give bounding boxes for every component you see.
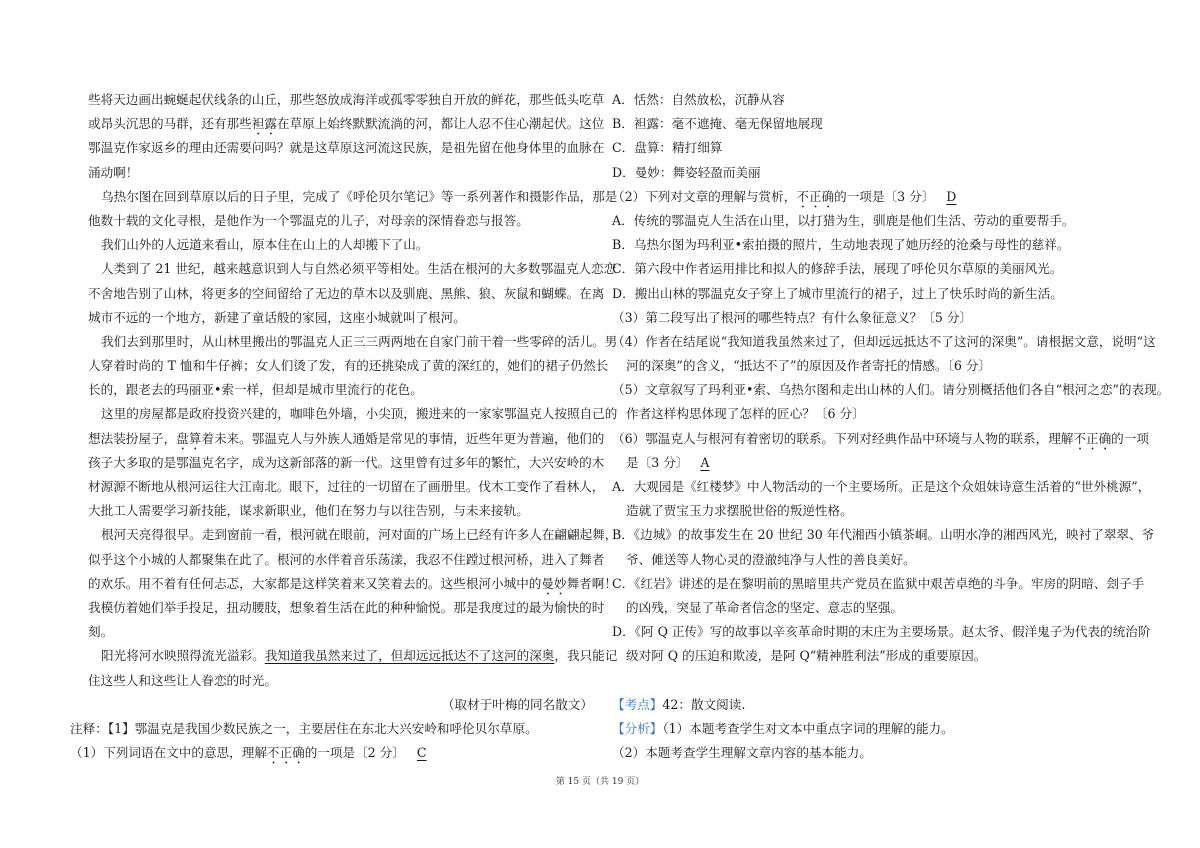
- text-line: 人穿着时尚的 T 恤和牛仔裤；女人们烫了发，有的还挑染成了黄的深红的，她们的裙子仍然长: [88, 358, 609, 374]
- dotted-word: 曼妙: [541, 575, 567, 591]
- text-span: 42：散文阅读.: [662, 696, 746, 712]
- text-line: 材源源不断地从根河运往大江南北。眼下，过往的一切留在了画册里。伐木工变作了看林人，: [88, 479, 605, 494]
- text-line: 些将天边画出蜿蜒起伏线条的山丘，那些怒放成海洋或孤零零独自开放的鲜花，那些低头吃草: [88, 92, 605, 107]
- text-span: 的欢乐。用不着有任何忐忑，大家都是这样笑着来又笑着去的。这些根河小城中的: [88, 575, 542, 591]
- dotted-word: 袒露: [251, 116, 277, 132]
- text-span: 着未来。鄂温克人与外族人通婚是常见的事情，近些年更为普遍，他们的: [201, 430, 605, 446]
- question-4: （4）作者在结尾说“我知道我虽然来过了，但却远远抵达不了这河的深奥”。请根据文意，说明“这: [612, 333, 1156, 349]
- text-line: 鄂温克作家返乡的理由还需要问吗？就是这草原这河流这民族，是祖先留在他身体里的血脉在: [88, 140, 605, 156]
- question-1: [70, 741, 593, 765]
- option-line: B．《边城》的故事发生在 20 世纪 30 年代湘西小镇茶峒。山明水净的湘西风光，映衬了翠翠、爷: [612, 527, 1155, 543]
- answer-blank: A: [700, 454, 710, 470]
- text-span: 阳光将河水映照得流光溢彩。: [101, 648, 265, 664]
- option-line: C．《红岩》讲述的是在黎明前的黑暗里共产党员在监狱中艰苦卓绝的斗争。牢房的阴暗、刽子手: [612, 575, 1145, 591]
- page-number: 第 15 页（共 19 页）: [555, 777, 645, 787]
- text-span: （1）本题考查学生对文本中重点字词的理解的能力。: [662, 720, 954, 736]
- question-3: （3）第二段写出了根河的哪些特点？有什么象征意义？〔5 分〕: [612, 309, 973, 325]
- text-line: [88, 427, 605, 451]
- text-span: 的一项是〔3 分〕: [834, 188, 935, 204]
- kaodian-tag: 【考点】: [612, 696, 663, 712]
- text-line: [88, 112, 605, 136]
- text-span: （6）鄂温克人与根河有着密切的联系。下列对经典作品中环境与人物的联系，理解: [612, 430, 1074, 446]
- text-span: ，我只能记: [554, 648, 618, 664]
- fenxi-tag: 【分析】: [612, 720, 663, 736]
- option-line: A．恬然：自然放松，沉静从容: [612, 92, 785, 107]
- spacer: [612, 669, 1118, 693]
- option-line: B．乌热尔图为玛利亚•索拍摄的照片，生动地表现了她历经的沧桑与母性的慈祥。: [612, 237, 1070, 253]
- text-line: 乌热尔图在回到草原以后的日子里，完成了《呼伦贝尔笔记》等一系列著作和摄影作品，那是: [101, 188, 618, 204]
- text-span: 在草原上始终默默流淌的河，都让人忍不住心潮起伏。这位: [276, 116, 605, 132]
- text-line: 他数十载的文化寻根，是他作为一个鄂温克的儿子，对母亲的深情眷恋与报答。: [88, 212, 529, 228]
- option-line: D．曼妙：舞姿轻盈而美丽: [612, 164, 761, 180]
- kaodian-line: [612, 693, 1118, 717]
- text-span: （2）下列对文章的理解与赏析，: [612, 188, 797, 204]
- text-line: [88, 572, 617, 596]
- dotted-word: 盘算: [176, 430, 202, 446]
- text-line: [88, 644, 618, 668]
- text-span: 是〔3 分〕: [626, 454, 689, 470]
- dotted-word: 不正确: [1073, 430, 1112, 446]
- source-attribution: （取材于叶梅的同名散文）: [441, 696, 593, 712]
- fenxi-line: [612, 717, 1118, 741]
- option-line: A．传统的鄂温克人生活在山里，以打猎为生，驯鹿是他们生活、劳动的重要帮手。: [612, 212, 1075, 228]
- option-line: D．《阿 Q 正传》写的故事以辛亥革命时期的末庄为主要场景。赵太爷、假洋鬼子为代表的统治阶: [612, 624, 1151, 640]
- text-line: 城市不远的一个地方，新建了童话般的家园，这座小城就叫了根河。: [88, 309, 466, 325]
- text-line: 似乎这个小城的人都聚集在此了。根河的水伴着音乐荡漾，我忍不住蹚过根河桥，进入了舞者: [88, 551, 605, 567]
- dotted-word: 不正确: [266, 745, 305, 761]
- underlined-sentence: 我知道我虽然来过了，但却远远抵达不了这河的深奥: [264, 648, 555, 664]
- answer-blank: D: [946, 188, 957, 204]
- text-line: 涌动啊！: [88, 164, 139, 180]
- text-line: 住这些人和这些让人眷恋的时光。: [88, 672, 277, 688]
- text-span: 想法装扮屋子，: [88, 430, 177, 446]
- text-line: 不舍地告别了山林，将更多的空间留给了无边的草木以及驯鹿、黑熊、狼、灰鼠和蝴蝶。在离: [88, 285, 605, 301]
- fenxi-line-2: （2）本题考查学生理解文章内容的基本能力。: [612, 745, 872, 761]
- option-line-cont: 造就了贾宝玉力求摆脱世俗的叛逆性格。: [626, 503, 853, 519]
- text-line: 长的，跟老去的玛丽亚•索一样，但却是城市里流行的花色。: [88, 382, 423, 398]
- option-line: A．大观园是《红楼梦》中人物活动的一个主要场所。正是这个众姐妹诗意生活着的“世外桃源”，: [612, 479, 1151, 494]
- answer-blank: C: [416, 745, 427, 761]
- question-5-cont: 作者这样构思体现了怎样的匠心？〔6 分〕: [626, 406, 865, 422]
- option-line: B．袒露：毫不遮掩、毫无保留地展现: [612, 116, 823, 132]
- option-line: C．盘算：精打细算: [612, 140, 723, 156]
- question-5: （5）文章叙写了玛利亚•索、乌热尔图和走出山林的人们。请分别概括他们各自“根河之恋”的表现。: [612, 382, 1170, 398]
- footnote: 注释：【1】鄂温克是我国少数民族之一，主要居住在东北大兴安岭和呼伦贝尔草原。: [70, 720, 538, 736]
- text-span: （1）下列词语在文中的意思，理解: [70, 745, 267, 761]
- question-4-cont: 河的深奥”的含义，“抵达不了”的原因及作者寄托的情感。〔6 分〕: [626, 358, 992, 374]
- right-column: [612, 88, 1170, 765]
- option-line: D．搬出山林的鄂温克女子穿上了城市里流行的裙子，过上了快乐时尚的新生活。: [612, 285, 1063, 301]
- option-line-cont: 的凶残，突显了革命者信念的坚定、意志的坚强。: [626, 599, 904, 615]
- text-line: 人类到了 21 世纪，越来越意识到人与自然必须平等相处。生活在根河的大多数鄂温克人恋恋: [101, 261, 617, 277]
- text-line: 刻。: [88, 624, 114, 640]
- option-line-cont: 爷、傩送等人物心灵的澄澈纯净与人性的善良美好。: [626, 551, 916, 567]
- dotted-word: 不正确: [796, 188, 835, 204]
- text-line: 大批工人需要学习新技能，谋求新职业，他们在努力与以往告别，与未来接轨。: [88, 503, 529, 519]
- question-6: [612, 427, 1149, 451]
- text-line: 根河天亮得很早。走到窗前一看，根河就在眼前，河对面的广场上已经有许多人在翩翩起舞，: [101, 527, 618, 543]
- text-span: 或昂头沉思的马群，还有那些: [88, 116, 252, 132]
- text-line: 我们山外的人远道来看山，原本住在山上的人却搬下了山。: [101, 237, 429, 253]
- left-column: [70, 88, 618, 765]
- text-line: 我模仿着她们举手投足，扭动腰肢，想象着生活在此的种种愉悦。那是我度过的最为愉快的时: [88, 599, 605, 615]
- text-span: 的一项: [1111, 430, 1149, 446]
- text-span: 的一项是〔2 分〕: [304, 745, 405, 761]
- text-line: 这里的房屋都是政府投资兴建的，咖啡色外墙，小尖顶，搬进来的一家家鄂温克人按照自己的: [101, 406, 618, 422]
- question-2: [612, 185, 1118, 209]
- text-line: 孩子大多取的是鄂温克名字，成为这新部落的新一代。这里曾有过多年的繁忙，大兴安岭的木: [88, 454, 605, 470]
- question-6-cont: [612, 451, 1118, 475]
- text-span: 舞者啊！: [566, 575, 617, 591]
- text-line: 我们去到那里时，从山林里搬出的鄂温克人正三三两两地在自家门前干着一些零碎的活儿。男: [101, 333, 618, 349]
- option-line: C．第六段中作者运用排比和拟人的修辞手法，展现了呼伦贝尔草原的美丽风光。: [612, 261, 1063, 277]
- option-line-cont: 级对阿 Q 的压迫和欺凌，是阿 Q“精神胜利法”形成的重要原因。: [626, 648, 987, 664]
